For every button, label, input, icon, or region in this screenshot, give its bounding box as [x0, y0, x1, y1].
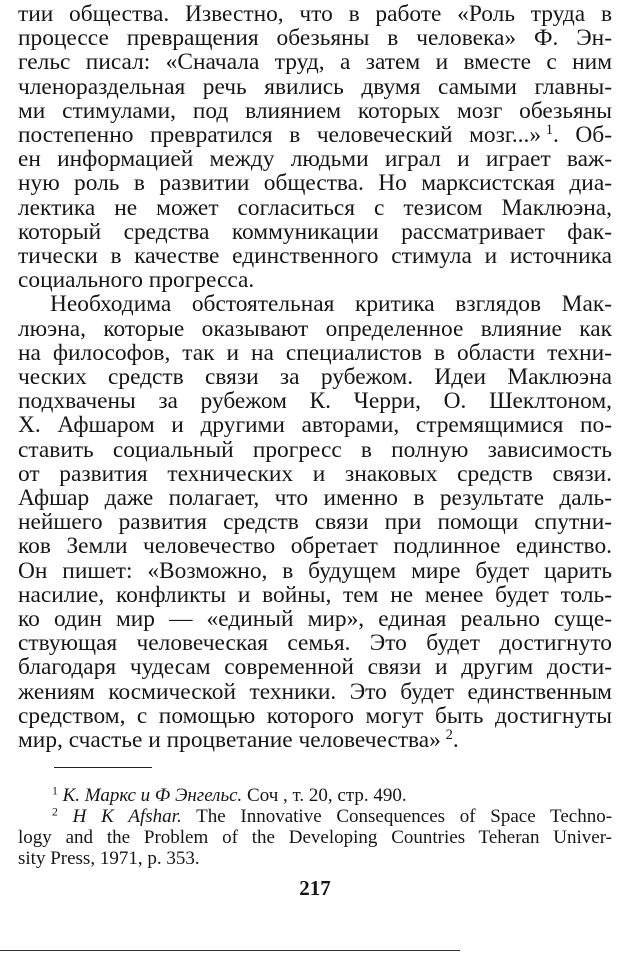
- text-line: ков Земли человечество обретает подлинное единство.: [18, 533, 612, 560]
- footnote: [18, 806, 612, 827]
- text-line: ен информацией между людьми играл и играет важ-: [18, 146, 612, 173]
- footnote-author: Н К Afshar.: [72, 806, 182, 827]
- text-line: Он пишет: «Возможно, в будущем мире будет царить: [18, 557, 612, 584]
- text-line: лектика не может согласиться с тезисом Маклюэна,: [18, 194, 612, 221]
- text-line: процессе превращения обезьяны в человека» Ф. Эн-: [18, 25, 612, 52]
- text-line: жениям космической техники. Это будет единственным: [18, 678, 612, 705]
- text-line: ми стимулами, под влиянием которых мозг обезьяны: [18, 97, 612, 124]
- text-line: гельс писал: «Сначала труд, а затем и вместе с ним: [18, 49, 612, 76]
- text-line: тии общества. Известно, что в работе «Роль труда в: [18, 1, 612, 27]
- footnote-citation: Соч , т. 20, стр. 490.: [242, 785, 407, 806]
- text-line: от развития технических и знаковых средств связи.: [18, 460, 612, 487]
- footnote-reference: 2: [445, 727, 453, 744]
- text-line: нейшего развития средств связи при помощи спутни-: [18, 509, 612, 536]
- text-line: ческих средств связи за рубежом. Идеи Маклюэна: [18, 364, 612, 391]
- text-line: Х. Афшаром и другими авторами, стремящимися по-: [18, 412, 612, 439]
- footnote-reference: 1: [545, 122, 553, 139]
- text-line: ставить социальный прогресс в полную зависимость: [18, 436, 612, 463]
- footnote-author: К. Маркс и Ф Энгельс.: [62, 785, 243, 806]
- bottom-rule: [0, 950, 460, 951]
- text-line: членораздельная речь явились двумя самыми главны-: [18, 73, 612, 100]
- text-line: на философов, так и на специалистов в области техни-: [18, 339, 612, 366]
- book-page: [18, 0, 612, 957]
- text-line: [18, 728, 612, 752]
- text-line: благодаря чудесам современной связи и другим дости-: [18, 654, 612, 681]
- text-segment: .: [452, 727, 459, 754]
- footnote-line: sity Press, 1971, p. 353.: [18, 848, 200, 869]
- footnote-marker: 1: [52, 784, 58, 798]
- footnote-marker: 2: [52, 805, 58, 819]
- text-line: который средства коммуникации рассматривает фак-: [18, 218, 612, 245]
- text-segment: мир, счастье и процветание человечества»: [18, 727, 441, 754]
- text-line: ствующая человеческая семья. Это будет достигнуто: [18, 630, 612, 657]
- text-line: Необходима обстоятельная критика взглядов Мак-: [50, 291, 612, 318]
- footnote-line: logy and the Problem of the Developing Countries Teheran Univer-: [18, 827, 612, 848]
- footnote-separator: [54, 767, 152, 768]
- text-segment: постепенно превратился в человеческий мозг...»: [18, 122, 542, 149]
- text-line: [18, 123, 612, 147]
- footnotes: [18, 785, 612, 869]
- footnote-citation: The Innovative Consequences of Space Techno-: [181, 806, 613, 827]
- text-line: подхвачены за рубежом К. Черри, О. Шеклтоном,: [18, 388, 612, 415]
- text-line: насилие, конфликты и войны, тем не менее будет толь-: [18, 581, 612, 608]
- text-line: ную роль в развитии общества. Но марксистская диа-: [18, 170, 612, 197]
- text-line: Афшар даже полагает, что именно в результате даль-: [18, 485, 612, 512]
- main-text: [18, 2, 612, 752]
- text-line: ко один мир — «единый мир», единая реально суще-: [18, 606, 612, 633]
- footnote: [18, 785, 612, 806]
- page-number: 217: [299, 876, 331, 900]
- text-line: социального прогресса.: [18, 267, 255, 294]
- text-line: тически в качестве единственного стимула и источника: [18, 243, 612, 270]
- text-segment: . Об-: [553, 122, 612, 149]
- text-line: средством, с помощью которого могут быть достигнуты: [18, 702, 612, 729]
- text-line: люэна, которые оказывают определенное влияние как: [18, 315, 612, 342]
